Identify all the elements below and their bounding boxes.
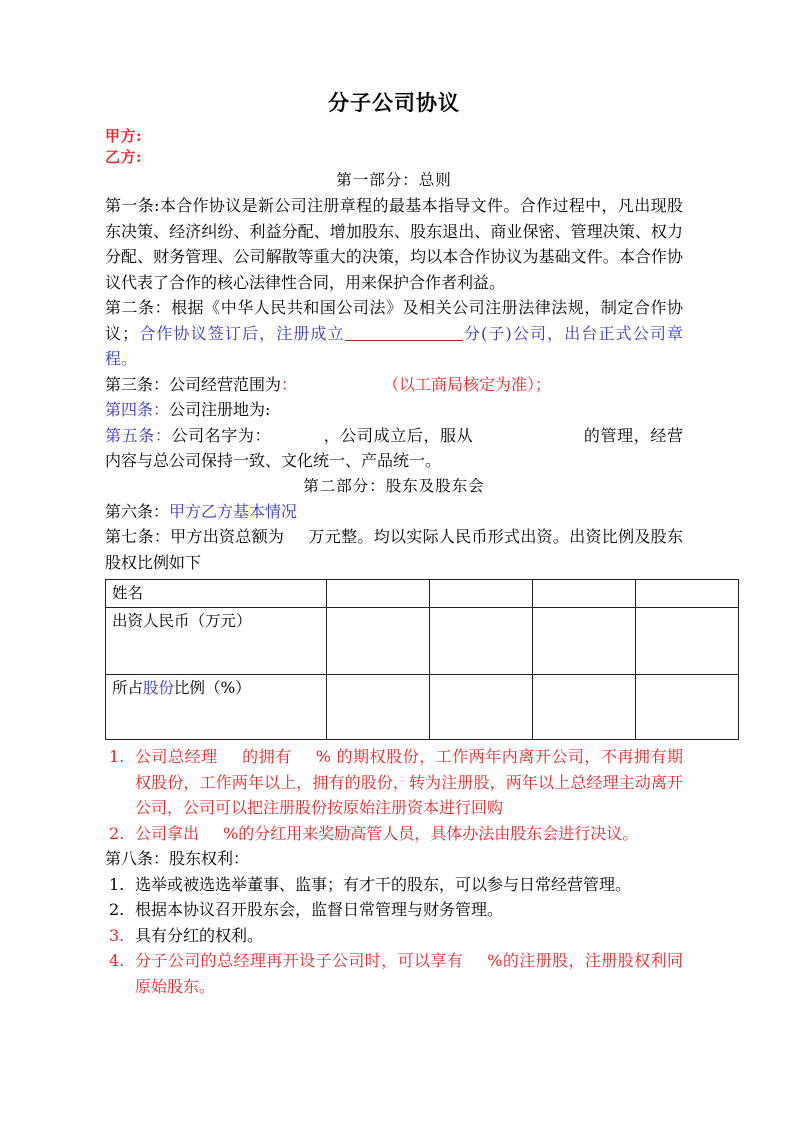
list-marker: 1. bbox=[109, 747, 125, 766]
article-2-paragraph bbox=[105, 295, 683, 372]
list-marker: 4. bbox=[109, 951, 125, 970]
list-item bbox=[105, 923, 683, 949]
part-two-heading: 第二部分：股东及股东会 bbox=[303, 476, 485, 495]
list-item bbox=[105, 948, 683, 999]
table-cell[interactable] bbox=[430, 608, 533, 675]
article-2-blue-after: 分(子)公司，出台正式公司章程。 bbox=[105, 323, 683, 368]
list-item bbox=[105, 872, 683, 898]
rights-segment-2: %的注册股，注册股权利同原始股东。 bbox=[135, 951, 683, 996]
part-one-heading: 第一部分：总则 bbox=[336, 171, 452, 189]
article-5-paragraph bbox=[105, 423, 683, 474]
party-b-line: 乙方: bbox=[105, 148, 143, 166]
table-cell[interactable] bbox=[533, 608, 636, 675]
rights-text: 具有分红的权利。 bbox=[135, 925, 264, 945]
article-8-paragraph: 第八条：股东权利： bbox=[105, 849, 250, 868]
article-5-segment-2: ，公司成立后，服从 bbox=[323, 425, 474, 445]
clause-segment-1: 公司总经理 bbox=[135, 747, 218, 766]
article-5-segment-1: 公司名字为： bbox=[171, 425, 272, 445]
clause-segment-4: 工作两年内离开公司，不再拥有期权股份，工作两年以上，拥有的股份，转为注册股，两年以上总经理主动离开公司，公司可以把注册股份按原始注册资本进行回购 bbox=[135, 747, 683, 817]
table-cell[interactable] bbox=[327, 608, 430, 675]
rights-text: 根据本协议召开股东会，监督日常管理与财务管理。 bbox=[135, 900, 504, 919]
clause-segment-2: %的分红用来奖励高管人员，具体办法由股东会进行决议。 bbox=[223, 823, 639, 843]
article-7-paragraph bbox=[105, 524, 683, 575]
article-3-note: （以工商局核定为准）； bbox=[383, 374, 552, 394]
rights-clause-list bbox=[105, 872, 683, 1000]
article-7-segment-1: 第七条：甲方出资总额为 bbox=[105, 527, 285, 546]
percentage-label-part-2: 比例（%） bbox=[174, 679, 251, 697]
clause-segment-1: 公司拿出 bbox=[135, 823, 200, 843]
table-cell[interactable] bbox=[533, 580, 636, 608]
list-marker: 3. bbox=[109, 925, 125, 945]
rights-segment-1: 分子公司的总经理再开设子公司时，可以享有 bbox=[135, 951, 464, 970]
article-3-label: 第三条：公司经营范围为 bbox=[105, 374, 282, 394]
article-7-segment-2: 万元整。均以实际人民币形式出资。出资比例及股东股权比例如下 bbox=[105, 527, 683, 572]
document-content bbox=[105, 88, 683, 999]
shareholder-table bbox=[105, 579, 739, 740]
table-cell[interactable] bbox=[636, 580, 739, 608]
manager-clause-list bbox=[105, 744, 683, 846]
table-row bbox=[106, 675, 739, 740]
article-4-paragraph bbox=[105, 397, 683, 423]
article-5-label: 第五条： bbox=[105, 425, 172, 445]
rights-text: 选举或被选选举董事、监事；有才干的股东，可以参与日常经营管理。 bbox=[135, 874, 632, 894]
table-cell[interactable] bbox=[636, 675, 739, 740]
article-2-prefix: 第二条：根据《中华人民共和国公司法》及相关公司注册法律法规，制定合作协议； bbox=[105, 298, 683, 343]
page-title: 分子公司协议 bbox=[328, 90, 460, 115]
list-item bbox=[105, 744, 683, 821]
company-name-blank[interactable] bbox=[345, 340, 463, 341]
article-3-paragraph bbox=[105, 372, 683, 398]
list-marker: 2. bbox=[109, 900, 125, 919]
table-row bbox=[106, 580, 739, 608]
article-6-blue-text: 甲方乙方基本情况 bbox=[169, 501, 298, 521]
table-cell[interactable] bbox=[430, 580, 533, 608]
list-marker: 1. bbox=[109, 874, 125, 894]
table-cell[interactable] bbox=[533, 675, 636, 740]
table-row-label-name: 姓名 bbox=[106, 580, 327, 608]
clause-segment-2: 的拥有 bbox=[241, 747, 292, 766]
article-5-segment-3: 的管理，经营内容与总公司保持一致、文化统一、产品统一。 bbox=[105, 425, 683, 470]
table-row-label-percentage bbox=[106, 675, 327, 740]
article-4-text: 公司注册地为: bbox=[169, 400, 271, 419]
table-cell[interactable] bbox=[430, 675, 533, 740]
article-6-paragraph bbox=[105, 499, 683, 525]
list-marker: 2. bbox=[109, 823, 125, 843]
table-cell[interactable] bbox=[327, 675, 430, 740]
list-item bbox=[105, 897, 683, 923]
article-1-paragraph: 第一条:本合作协议是新公司注册章程的最基本指导文件。合作过程中，凡出现股东决策、经济纠纷、利益分配、增加股东、股东退出、商业保密、管理决策、权力分配、财务管理、公司解散等重大的决策，均以本合作协议为基础文件。本合作协议代表了合作的核心法律性合同，用来保护合作者利益。 bbox=[105, 196, 683, 292]
article-6-label: 第六条： bbox=[105, 501, 170, 521]
article-2-blue-before: 合作协议签订后，注册成立 bbox=[138, 323, 345, 343]
percentage-label-blue: 股份 bbox=[143, 679, 175, 697]
table-row-label-contribution: 出资人民币（万元） bbox=[106, 608, 327, 675]
article-4-label: 第四条： bbox=[105, 400, 170, 419]
list-item bbox=[105, 821, 683, 847]
clause-segment-3: % 的期权股份， bbox=[315, 747, 436, 766]
article-3-colon: ： bbox=[281, 374, 298, 394]
table-row bbox=[106, 608, 739, 675]
party-a-line: 甲方: bbox=[105, 127, 143, 145]
table-cell[interactable] bbox=[327, 580, 430, 608]
table-cell[interactable] bbox=[636, 608, 739, 675]
percentage-label-part-1: 所占 bbox=[112, 679, 144, 697]
